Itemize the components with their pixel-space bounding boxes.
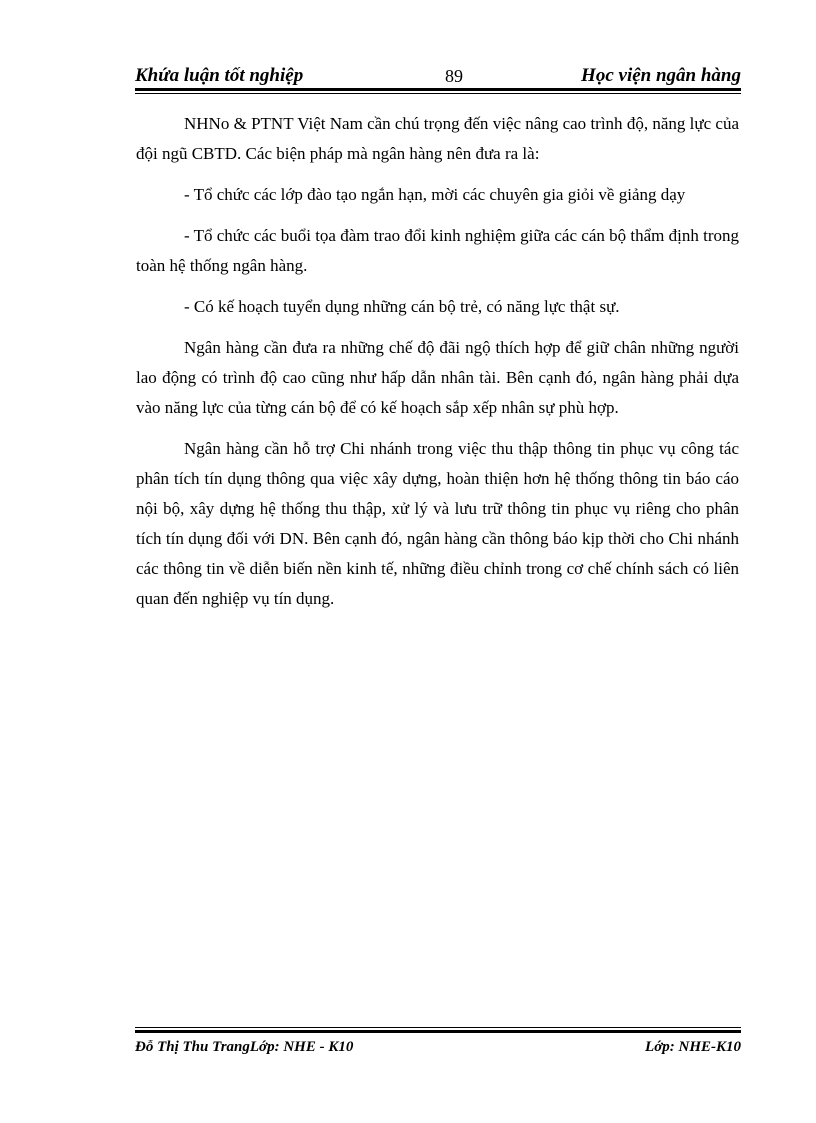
footer-author: Đỗ Thị Thu TrangLớp: NHE - K10 bbox=[135, 1039, 354, 1055]
page-number: 89 bbox=[445, 66, 463, 86]
footer-rule-thin bbox=[135, 1027, 741, 1028]
page-body bbox=[136, 109, 739, 625]
header-institution: Học viện ngân hàng bbox=[581, 65, 741, 86]
header-thesis-title: Khứa luận tốt nghiệp bbox=[135, 65, 304, 86]
list-item-training: - Tổ chức các lớp đào tạo ngắn hạn, mời các chuyên gia giỏi về giảng dạy bbox=[184, 185, 686, 204]
footer-class: Lớp: NHE-K10 bbox=[645, 1039, 741, 1055]
page-header bbox=[135, 64, 741, 88]
paragraph-compensation: Ngân hàng cần đưa ra những chế độ đãi ngộ thích hợp để giữ chân những người lao động có trình độ cao cũng như hấp dẫn nhân tài. Bên cạnh đó, ngân hàng phải dựa vào năng lực của từng cán bộ để có kế hoạch sắp xếp nhân sự phù hợp. bbox=[136, 338, 739, 417]
header-rule-thin bbox=[135, 93, 741, 94]
paragraph-intro: NHNo & PTNT Việt Nam cần chú trọng đến việc nâng cao trình độ, năng lực của đội ngũ CBTD. Các biện pháp mà ngân hàng nên đưa ra là: bbox=[136, 114, 739, 163]
list-item-recruitment: - Có kế hoạch tuyển dụng những cán bộ trẻ, có năng lực thật sự. bbox=[184, 297, 620, 316]
list-item-seminars: - Tổ chức các buổi tọa đàm trao đổi kinh nghiệm giữa các cán bộ thẩm định trong toàn hệ thống ngân hàng. bbox=[136, 226, 739, 275]
header-rule-thick bbox=[135, 88, 741, 91]
paragraph-information-support: Ngân hàng cần hỗ trợ Chi nhánh trong việc thu thập thông tin phục vụ công tác phân tích tín dụng thông qua việc xây dựng, hoàn thiện hơn hệ thống thông tin báo cáo nội bộ, xây dựng hệ thống thu thập, xử lý và lưu trữ thông tin phục vụ riêng cho phân tích tín dụng đối với DN. Bên cạnh đó, ngân hàng cần thông báo kịp thời cho Chi nhánh các thông tin về diễn biến nền kinh tế, những điều chỉnh trong cơ chế chính sách có liên quan đến nghiệp vụ tín dụng. bbox=[136, 439, 739, 608]
page-footer bbox=[135, 1036, 741, 1058]
footer-rule-thick bbox=[135, 1030, 741, 1033]
